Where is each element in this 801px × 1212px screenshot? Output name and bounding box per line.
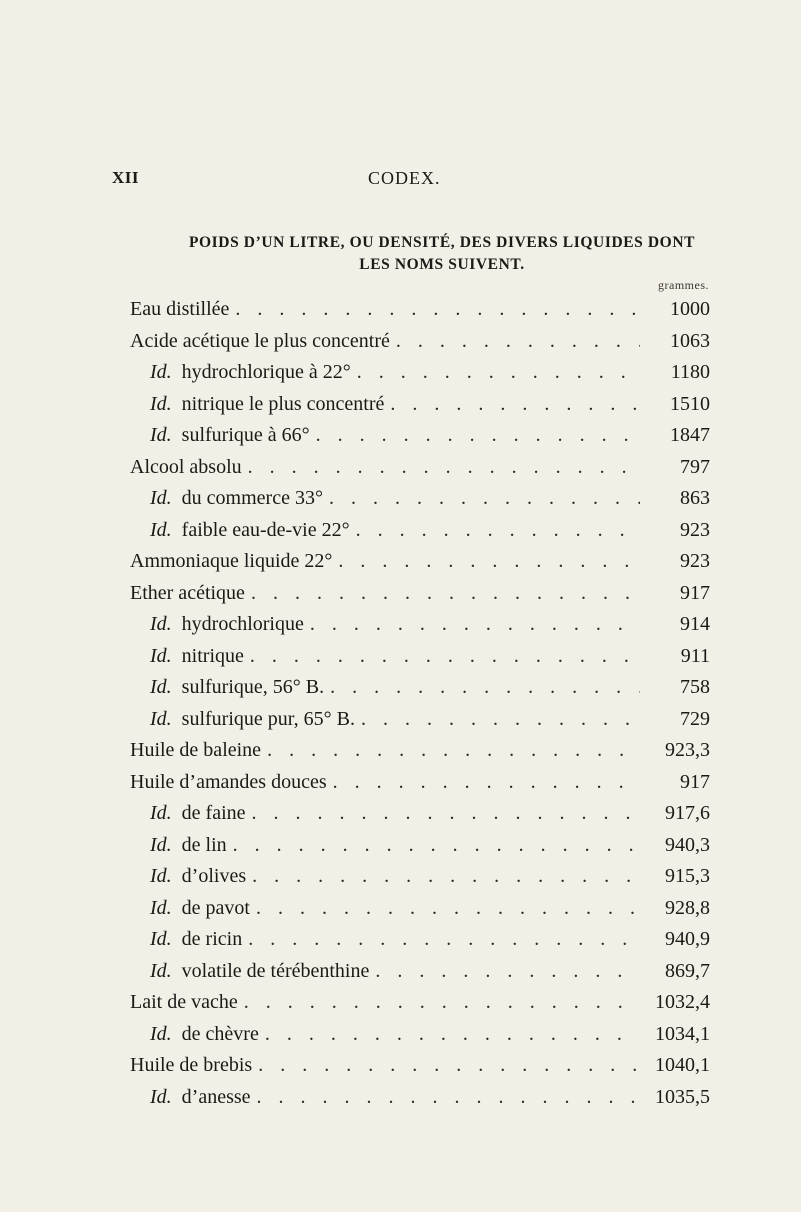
liquid-name: d’anesse [181,1085,251,1108]
dot-leader [310,613,640,636]
heading-line-2: LES NOMS SUIVENT. [359,256,525,273]
dot-leader [329,487,640,510]
list-item [130,991,710,1023]
ditto-mark: Id. [150,833,172,856]
ditto-mark: Id. [150,959,172,982]
dot-leader [338,550,640,573]
list-item [130,865,710,897]
weight-value: 1032,4 [655,991,710,1013]
liquid-name: de ricin [181,928,243,950]
list-item [130,298,710,330]
dot-leader [396,330,640,353]
dot-leader [248,928,640,951]
dot-leader [258,1054,640,1077]
list-item [130,645,710,677]
dot-leader [235,298,640,321]
heading-line-1: POIDS D’UN LITRE, OU DENSITÉ, DES DIVERS LIQUIDES DONT [188,234,696,251]
liquid-name: nitrique le plus concentré [181,392,385,415]
liquid-name: d’olives [181,865,247,887]
weight-value: 923 [680,550,710,572]
ditto-mark: Id. [150,928,172,950]
list-item [130,739,710,771]
liquid-name: Acide acétique le plus concentré [130,329,390,352]
liquid-name: sulfurique, 56° B. [181,676,325,698]
ditto-mark: Id. [150,487,172,509]
ditto-mark: Id. [150,896,172,919]
dot-leader [316,424,640,447]
list-item [130,487,710,519]
dot-leader [251,582,640,605]
list-item [130,960,710,992]
weight-value: 914 [680,613,710,635]
density-list [130,298,710,1117]
running-title: CODEX. [368,168,441,188]
liquid-name: Ammoniaque liquide 22° [130,550,333,572]
list-item [130,456,710,488]
weight-value: 1040,1 [655,1054,710,1076]
weight-value: 940,9 [665,928,710,950]
ditto-mark: Id. [150,865,172,887]
liquid-name: de lin [181,833,227,856]
dot-leader [330,676,640,699]
liquid-name: du commerce 33° [181,487,323,509]
ditto-mark: Id. [150,1022,172,1045]
liquid-name: de faine [181,802,246,824]
ditto-mark: Id. [150,392,172,415]
weight-value: 917 [680,581,710,604]
list-item [130,550,710,582]
dot-leader [252,802,640,825]
dot-leader [252,865,640,888]
liquid-name: Alcool absolu [130,455,242,478]
weight-value: 758 [680,676,710,698]
dot-leader [375,960,640,983]
liquid-name: sulfurique à 66° [181,424,310,446]
weight-value: 863 [680,487,710,509]
liquid-name: nitrique [181,644,244,667]
page-number: XII [112,168,140,187]
weight-value: 869,7 [665,959,710,982]
ditto-mark: Id. [150,518,172,541]
ditto-mark: Id. [150,361,172,383]
liquid-name: Ether acétique [130,581,245,604]
liquid-name: faible eau-de-vie 22° [181,518,350,541]
dot-leader [356,519,640,542]
weight-value: 923 [680,518,710,541]
liquid-name: hydrochlorique [181,613,304,635]
dot-leader [248,456,640,479]
list-item [130,708,710,740]
list-item [130,330,710,362]
weight-value: 923,3 [665,739,710,761]
liquid-name: de chèvre [181,1022,259,1045]
dot-leader [250,645,640,668]
list-item [130,424,710,456]
liquid-name: Lait de vache [130,991,238,1013]
unit-label: grammes. [658,278,709,292]
weight-value: 917 [680,770,710,793]
list-item [130,1086,710,1118]
liquid-name: de pavot [181,896,250,919]
weight-value: 917,6 [665,802,710,824]
ditto-mark: Id. [150,644,172,667]
liquid-name: Eau distillée [130,298,230,320]
weight-value: 1000 [670,298,710,320]
list-item [130,802,710,834]
dot-leader [257,1086,640,1109]
dot-leader [357,361,640,384]
liquid-name: hydrochlorique à 22° [181,361,351,383]
ditto-mark: Id. [150,613,172,635]
list-item [130,393,710,425]
dot-leader [333,771,640,794]
ditto-mark: Id. [150,802,172,824]
list-item [130,361,710,393]
weight-value: 1063 [670,329,710,352]
list-item [130,519,710,551]
weight-value: 729 [680,707,710,730]
table-heading [112,232,772,276]
list-item [130,771,710,803]
dot-leader [265,1023,640,1046]
weight-value: 1510 [670,392,710,415]
liquid-name: Huile d’amandes douces [130,770,327,793]
weight-value: 1034,1 [655,1022,710,1045]
list-item [130,834,710,866]
liquid-name: Huile de baleine [130,739,262,761]
weight-value: 940,3 [665,833,710,856]
list-item [130,928,710,960]
dot-leader [390,393,640,416]
weight-value: 915,3 [665,865,710,887]
list-item [130,897,710,929]
list-item [130,582,710,614]
dot-leader [256,897,640,920]
ditto-mark: Id. [150,676,172,698]
ditto-mark: Id. [150,1085,172,1108]
weight-value: 1847 [670,424,710,446]
list-item [130,676,710,708]
weight-value: 1180 [670,361,710,383]
list-item [130,1054,710,1086]
ditto-mark: Id. [150,424,172,446]
dot-leader [244,991,640,1014]
liquid-name: sulfurique pur, 65° B. [181,707,355,730]
liquid-name: Huile de brebis [130,1054,253,1076]
running-head [0,168,801,192]
dot-leader [361,708,640,731]
list-item [130,613,710,645]
weight-value: 1035,5 [655,1085,710,1108]
weight-value: 911 [680,644,710,667]
ditto-mark: Id. [150,707,172,730]
dot-leader [267,739,640,762]
weight-value: 928,8 [665,896,710,919]
dot-leader [233,834,640,857]
list-item [130,1023,710,1055]
weight-value: 797 [680,455,710,478]
liquid-name: volatile de térébenthine [181,959,370,982]
